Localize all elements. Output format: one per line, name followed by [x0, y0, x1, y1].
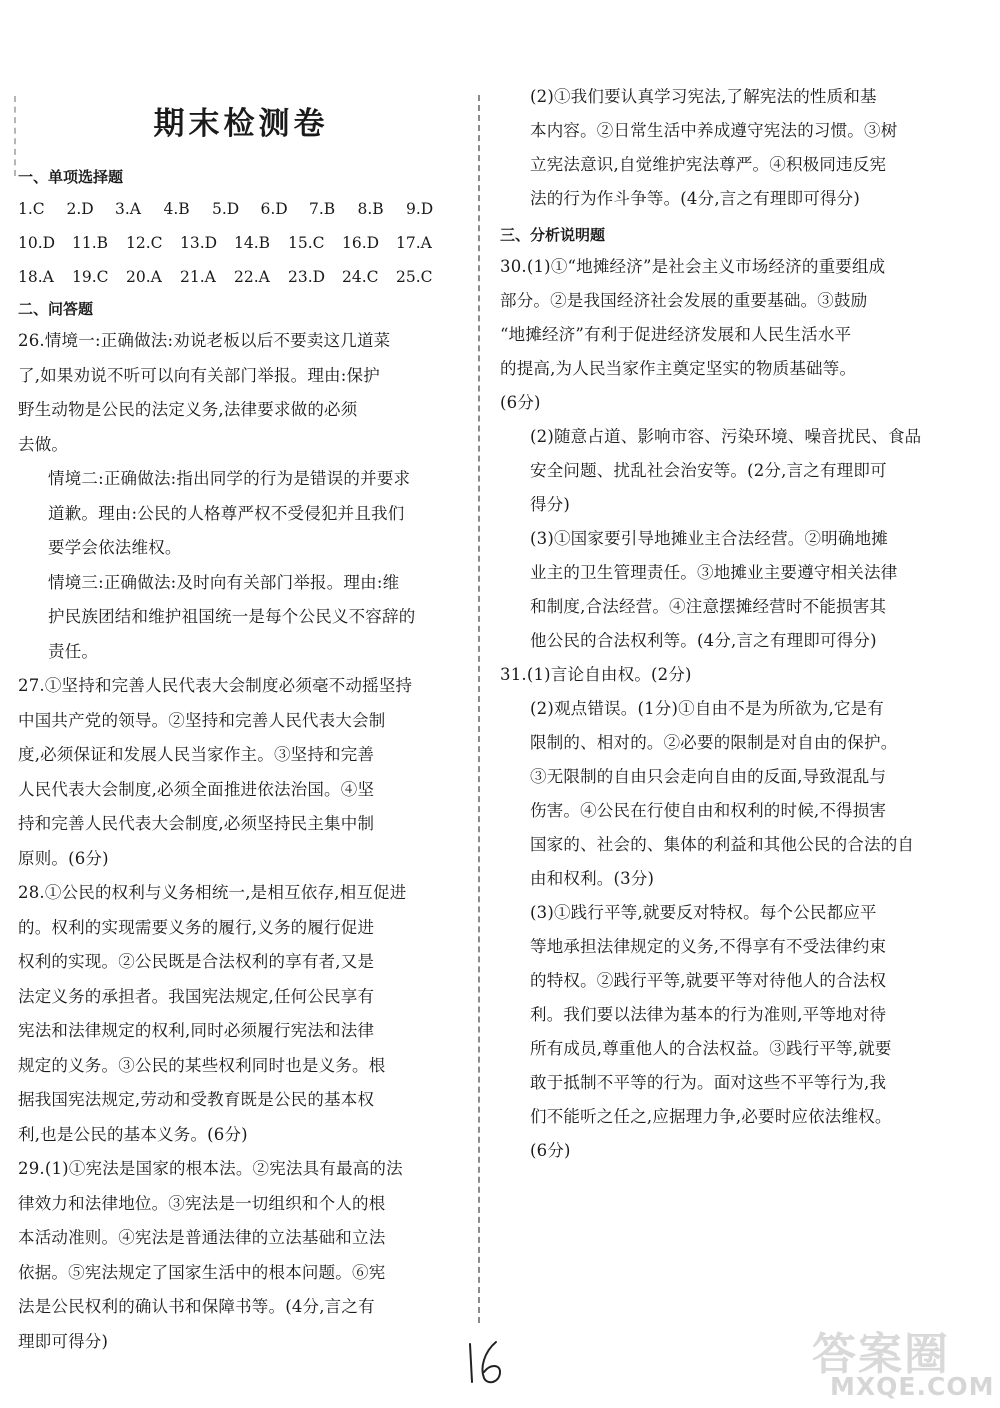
answer-line: 依据。⑤宪法规定了国家生活中的根本问题。⑥宪 — [18, 1262, 386, 1282]
mc-answer: 11.B — [72, 234, 109, 252]
mc-answer-row — [18, 192, 464, 226]
answer-line: 所有成员,尊重他人的合法权益。③践行平等,就要 — [530, 1039, 892, 1058]
watermark-logo — [812, 1318, 995, 1406]
mc-answer: 18.A — [18, 268, 54, 286]
mc-answer: 1.C — [18, 200, 45, 218]
mc-answer: 9.D — [406, 200, 434, 218]
mc-answer: 22.A — [234, 268, 270, 286]
answer-paragraph — [18, 462, 464, 566]
mc-answer: 6.D — [260, 200, 288, 218]
answer-line: (3)①国家要引导地摊业主合法经营。②明确地摊 — [530, 529, 888, 548]
answer-line: 利。我们要以法律为基本的行为准则,平等地对待 — [530, 1005, 887, 1024]
answer-line: 30.(1)①“地摊经济”是社会主义市场经济的重要组成 — [500, 257, 886, 276]
mc-answer: 3.A — [115, 200, 141, 218]
answer-line: 安全问题、扰乱社会治安等。(2分,言之有理即可 — [530, 461, 887, 480]
answer-line: 规定的义务。③公民的某些权利同时也是义务。根 — [18, 1055, 386, 1075]
answer-line: 业主的卫生管理责任。③地摊业主要遵守相关法律 — [530, 563, 898, 582]
answer-line: 原则。(6分) — [18, 848, 109, 868]
binding-margin-mark — [14, 96, 16, 176]
mc-answer: 21.A — [180, 268, 216, 286]
section-heading-multiple-choice: 一、单项选择题 — [18, 168, 124, 186]
answer-paragraph — [500, 250, 908, 420]
answer-line: 要学会依法维权。 — [48, 538, 182, 557]
answer-line: 29.(1)①宪法是国家的根本法。②宪法具有最高的法 — [18, 1159, 403, 1178]
answer-line: 本活动准则。④宪法是普通法律的立法基础和立法 — [18, 1228, 386, 1247]
mc-answer: 10.D — [18, 234, 56, 252]
left-column — [18, 80, 464, 1359]
answer-line: (6分) — [500, 393, 541, 412]
section-heading-analysis: 三、分析说明题 — [500, 226, 606, 244]
answer-line: 部分。②是我国经济社会发展的重要基础。③鼓励 — [500, 291, 868, 310]
answer-line: 27.①坚持和完善人民代表大会制度必须毫不动摇坚持 — [18, 676, 413, 695]
answer-line: 护民族团结和维护祖国统一是每个公民义不容辞的 — [48, 607, 416, 626]
answer-line: 情境三:正确做法:及时向有关部门举报。理由:维 — [48, 572, 400, 592]
answer-line: 和制度,合法经营。④注意摆摊经营时不能损害其 — [530, 597, 887, 616]
answer-line: 权利的实现。②公民既是合法权利的享有者,又是 — [18, 952, 375, 971]
answer-paragraph — [500, 522, 908, 658]
answer-line: 野生动物是公民的法定义务,法律要求做的必须 — [18, 400, 358, 419]
answer-paragraph — [18, 1152, 464, 1359]
answer-line: 人民代表大会制度,必须全面推进依法治国。④坚 — [18, 779, 375, 799]
answer-line: 责任。 — [48, 641, 99, 661]
answer-line: ③无限制的自由只会走向自由的反面,导致混乱与 — [530, 767, 887, 786]
answer-paragraph — [18, 876, 464, 1152]
answer-line: 法是公民权利的确认书和保障书等。(4分,言之有 — [18, 1297, 375, 1316]
answer-line: 敢于抵制不平等的行为。面对这些不平等行为,我 — [530, 1073, 887, 1092]
answer-line: 度,必须保证和发展人民当家作主。③坚持和完善 — [18, 745, 375, 764]
answer-paragraph — [500, 692, 915, 896]
watermark-text: 答案圈 — [812, 1329, 950, 1380]
answer-line: 律效力和法律地位。③宪法是一切组织和个人的根 — [18, 1193, 386, 1213]
section-heading-qa: 二、问答题 — [18, 300, 94, 318]
page-title: 期末检测卷 — [153, 106, 329, 142]
answer-line: 伤害。④公民在行使自由和权利的时候,不得损害 — [530, 801, 887, 820]
answer-line: 的特权。②践行平等,就要平等对待他人的合法权 — [530, 971, 887, 990]
answer-line: 国家的、社会的、集体的利益和其他公民的合法的自 — [530, 835, 915, 854]
answer-29-part-2 — [500, 80, 908, 216]
answer-paragraph — [500, 896, 908, 1168]
mc-answer-row — [18, 260, 464, 294]
mc-answer: 14.B — [234, 234, 271, 252]
column-divider — [478, 95, 480, 1323]
mc-answer: 4.B — [163, 200, 190, 218]
answer-line: 的。权利的实现需要义务的履行,义务的履行促进 — [18, 917, 375, 937]
answer-line: 28.①公民的权利与义务相统一,是相互依存,相互促进 — [18, 883, 407, 902]
answer-line: 中国共产党的领导。②坚持和完善人民代表大会制 — [18, 710, 386, 730]
answer-line: 去做。 — [18, 434, 69, 454]
handwritten-page-number — [462, 1338, 512, 1388]
answer-line: 理即可得分) — [18, 1331, 109, 1351]
answer-line: 利,也是公民的基本义务。(6分) — [18, 1124, 248, 1144]
answer-line: 他公民的合法权利等。(4分,言之有理即可得分) — [530, 631, 877, 650]
answer-line: (3)①践行平等,就要反对特权。每个公民都应平 — [530, 903, 877, 922]
answer-line: 26.情境一:正确做法:劝说老板以后不要卖这几道菜 — [18, 331, 391, 350]
right-answer-list — [500, 250, 922, 1168]
answer-line: (2)随意占道、影响市容、污染环境、噪音扰民、食品 — [530, 427, 922, 446]
answer-line: (2)①我们要认真学习宪法,了解宪法的性质和基 — [530, 87, 877, 106]
mc-answer: 2.D — [66, 200, 94, 218]
right-column — [500, 82, 922, 1168]
mc-answer: 8.B — [357, 200, 384, 218]
answer-line: 立宪法意识,自觉维护宪法尊严。④积极同违反宪 — [530, 155, 887, 174]
watermark-url: MXQE.COM — [830, 1372, 995, 1401]
answer-line: 得分) — [530, 495, 571, 514]
answer-line: 法定义务的承担者。我国宪法规定,任何公民享有 — [18, 986, 375, 1006]
answer-line: 们不能听之任之,应据理力争,必要时应依法维权。 — [530, 1107, 892, 1126]
answer-line: “地摊经济”有利于促进经济发展和人民生活水平 — [500, 325, 852, 344]
answer-paragraph — [500, 658, 908, 692]
answer-line: 31.(1)言论自由权。(2分) — [500, 665, 692, 684]
answer-line: 持和完善人民代表大会制度,必须坚持民主集中制 — [18, 814, 375, 833]
mc-answer: 25.C — [396, 268, 433, 286]
mc-answer: 16.D — [342, 234, 380, 252]
mc-answer: 19.C — [72, 268, 109, 286]
mc-answer: 7.B — [309, 200, 336, 218]
answer-line: (6分) — [530, 1141, 571, 1160]
answer-line: 道歉。理由:公民的人格尊严权不受侵犯并且我们 — [48, 503, 405, 523]
answer-paragraph — [500, 420, 922, 522]
answer-line: 的提高,为人民当家作主奠定坚实的物质基础等。 — [500, 359, 857, 378]
answer-paragraph — [18, 669, 464, 876]
mc-answer: 24.C — [342, 268, 379, 286]
mc-answer: 20.A — [126, 268, 162, 286]
mc-answer: 17.A — [396, 234, 432, 252]
answer-line: (2)观点错误。(1分)①自由不是为所欲为,它是有 — [530, 699, 884, 718]
left-answer-list — [18, 324, 464, 1359]
answer-line: 了,如果劝说不听可以向有关部门举报。理由:保护 — [18, 365, 380, 385]
answer-paragraph — [18, 324, 464, 462]
answer-paragraph — [18, 566, 464, 670]
mc-answer: 12.C — [126, 234, 163, 252]
mc-answer: 5.D — [212, 200, 240, 218]
mc-answer: 23.D — [288, 268, 326, 286]
mc-answer: 13.D — [180, 234, 218, 252]
answer-line: 法的行为作斗争等。(4分,言之有理即可得分) — [530, 189, 861, 208]
answer-line: 宪法和法律规定的权利,同时必须履行宪法和法律 — [18, 1021, 375, 1040]
mc-answer-row — [18, 226, 464, 260]
mc-answer: 15.C — [288, 234, 325, 252]
answer-line: 情境二:正确做法:指出同学的行为是错误的并要求 — [48, 469, 411, 488]
answer-line: 本内容。②日常生活中养成遵守宪法的习惯。③树 — [530, 121, 898, 140]
answer-line: 据我国宪法规定,劳动和受教育既是公民的基本权 — [18, 1090, 375, 1109]
answer-line: 由和权利。(3分) — [530, 869, 655, 888]
answer-line: 等地承担法律规定的义务,不得享有不受法律约束 — [530, 937, 887, 956]
answer-line: 限制的、相对的。②必要的限制是对自由的保护。 — [530, 733, 898, 752]
